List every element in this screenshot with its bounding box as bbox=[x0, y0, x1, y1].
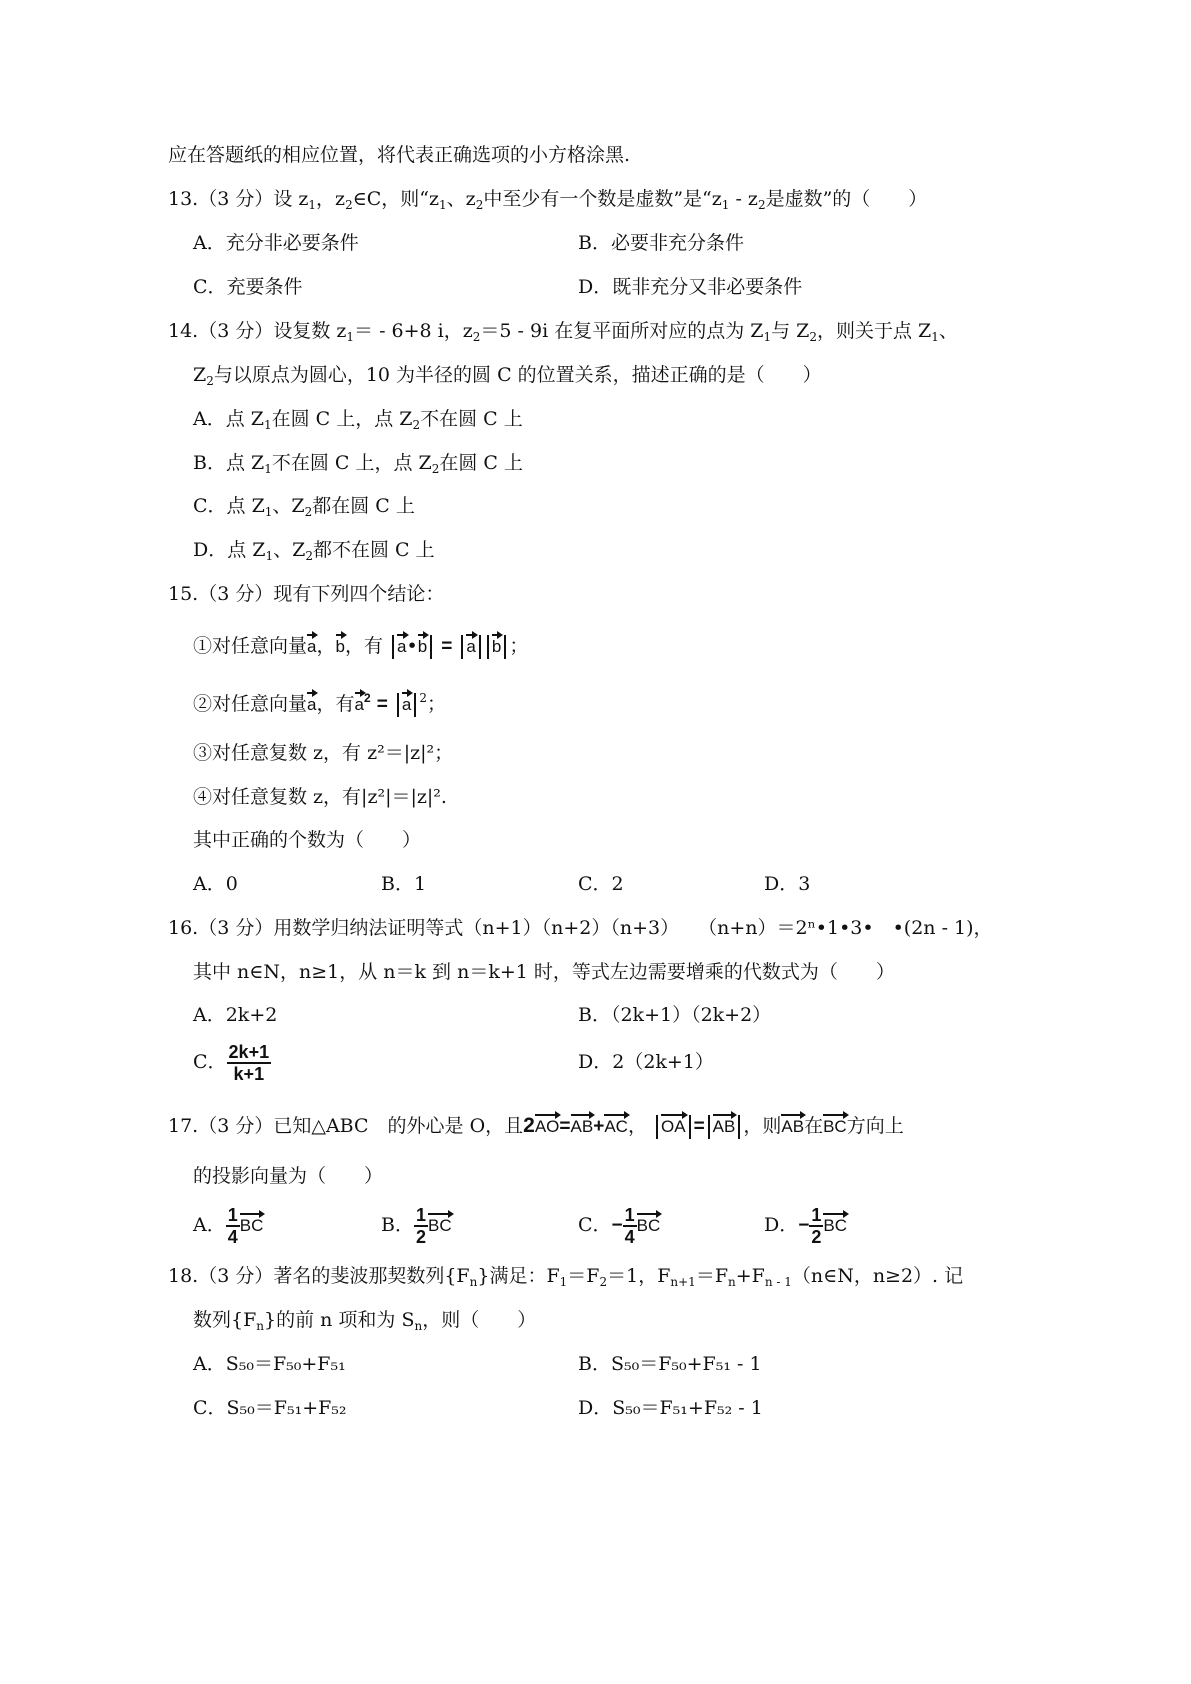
question-18-stem-line1: 18.（3 分）著名的斐波那契数列$\{F_n\}$满足：$F_1=F_2=1$，$F_{n+1}=F_n+F_{n - 1}(n\in N$，n≥2）. 记 bbox=[168, 1265, 964, 1289]
q15-statement-2: ②对任意向量a，有$a^2 = a$ $^2$； bbox=[193, 691, 446, 715]
q15-option-b[interactable]: B．1 bbox=[381, 873, 427, 895]
q17-option-c[interactable]: C．− $\frac{1}{4}$ BC bbox=[578, 1205, 661, 1247]
instruction-text: 应在答题纸的相应位置，将代表正确选项的小方格涂黑. bbox=[168, 144, 631, 166]
question-13-stem: 13.（3 分）设 $z_1$，$z_2\in C$，则“$z_1$、$z_2$中至少有一个数是虚数”是“$z_1 - z_2$是虚数”的（ ） bbox=[168, 188, 928, 212]
q17-option-a[interactable]: A． $\frac{1}{4}$ BC bbox=[193, 1205, 264, 1247]
q15-statement-1: ①对任意向量a，b，有 a•b = a b ； bbox=[193, 632, 528, 659]
q16-option-d[interactable]: D．2（2k+1） bbox=[578, 1051, 714, 1073]
q15-statement-4: ④对任意复数 z，有|z²|＝|z|². bbox=[193, 786, 447, 808]
question-17-stem-line2: 的投影向量为（ ） bbox=[193, 1165, 384, 1187]
question-18-stem-line2: 数列$\{F_n\}$的前 n 项和为 $S_n$，则（ ） bbox=[193, 1309, 537, 1333]
q15-option-c[interactable]: C．2 bbox=[578, 873, 624, 895]
vector-b: b bbox=[336, 632, 345, 655]
q18-option-c[interactable]: C．S₅₀＝F₅₁+F₅₂ bbox=[193, 1397, 347, 1419]
q18-option-d[interactable]: D．S₅₀＝F₅₁+F₅₂ - 1 bbox=[578, 1397, 763, 1419]
q15-statement-3: ③对任意复数 z，有 z²＝|z|²； bbox=[193, 742, 454, 764]
q18-option-b[interactable]: B．S₅₀＝F₅₀+F₅₁ - 1 bbox=[578, 1353, 762, 1375]
q17-option-b[interactable]: B． $\frac{1}{2}$ BC bbox=[381, 1205, 452, 1247]
q13-option-b[interactable]: B．必要非充分条件 bbox=[578, 232, 744, 254]
question-17-stem-line1: 17.（3 分）已知△ABC 的外心是 O，且2AO=AB+AC， OA = AB ，则AB在BC方向上 bbox=[168, 1114, 904, 1137]
question-15-stem: 15.（3 分）现有下列四个结论： bbox=[168, 583, 445, 605]
q18-option-a[interactable]: A．S₅₀＝F₅₀+F₅₁ bbox=[193, 1353, 346, 1375]
q16-option-a[interactable]: A．2k+2 bbox=[193, 1004, 278, 1026]
question-16-stem-line2: 其中 n∈N，n≥1，从 n＝k 到 n＝k+1 时，等式左边需要增乘的代数式为（ ） bbox=[193, 961, 895, 983]
q16-option-c[interactable]: C． $\frac{2k+1}{k+1}$ bbox=[193, 1042, 270, 1084]
q15-option-d[interactable]: D．3 bbox=[764, 873, 811, 895]
q13-option-a[interactable]: A．充分非必要条件 bbox=[193, 232, 359, 254]
q15-option-a[interactable]: A．0 bbox=[193, 873, 238, 895]
question-16-stem-line1: 16.（3 分）用数学归纳法证明等式（n+1）（n+2）（n+3） （n+n）＝2ⁿ•1•3• •(2n - 1)， bbox=[168, 917, 993, 939]
q15-question: 其中正确的个数为（ ） bbox=[193, 829, 422, 851]
vector-a: a bbox=[307, 632, 316, 655]
q13-option-c[interactable]: C．充要条件 bbox=[193, 276, 303, 298]
q14-option-b[interactable]: B．点 $Z_1$不在圆 C 上，点 $Z_2$在圆 C 上 bbox=[193, 452, 523, 476]
q14-option-d[interactable]: D．点 $Z_1$、$Z_2$都不在圆 C 上 bbox=[193, 539, 435, 563]
question-14-stem-line2: $Z_2$与以原点为圆心，10 为半径的圆 C 的位置关系，描述正确的是（ ） bbox=[193, 364, 822, 388]
q14-option-a[interactable]: A．点 $Z_1$在圆 C 上，点 $Z_2$不在圆 C 上 bbox=[193, 408, 523, 432]
question-14-stem-line1: 14.（3 分）设复数 $z_1= - 6+8$ i，$z_2=5 - 9i$ 在复平面所对应的点为 $Z_1$与 $Z_2$，则关于点 $Z_1$、 bbox=[168, 320, 958, 344]
q16-option-b[interactable]: B．（2k+1）（2k+2） bbox=[578, 1004, 772, 1026]
q13-option-d[interactable]: D．既非充分又非必要条件 bbox=[578, 276, 803, 298]
q14-option-c[interactable]: C．点 $Z_1$、$Z_2$都在圆 C 上 bbox=[193, 495, 415, 519]
q17-option-d[interactable]: D．− $\frac{1}{2}$ BC bbox=[764, 1205, 847, 1247]
fraction: $\frac{2k+1}{k+1}$ bbox=[228, 1042, 270, 1084]
